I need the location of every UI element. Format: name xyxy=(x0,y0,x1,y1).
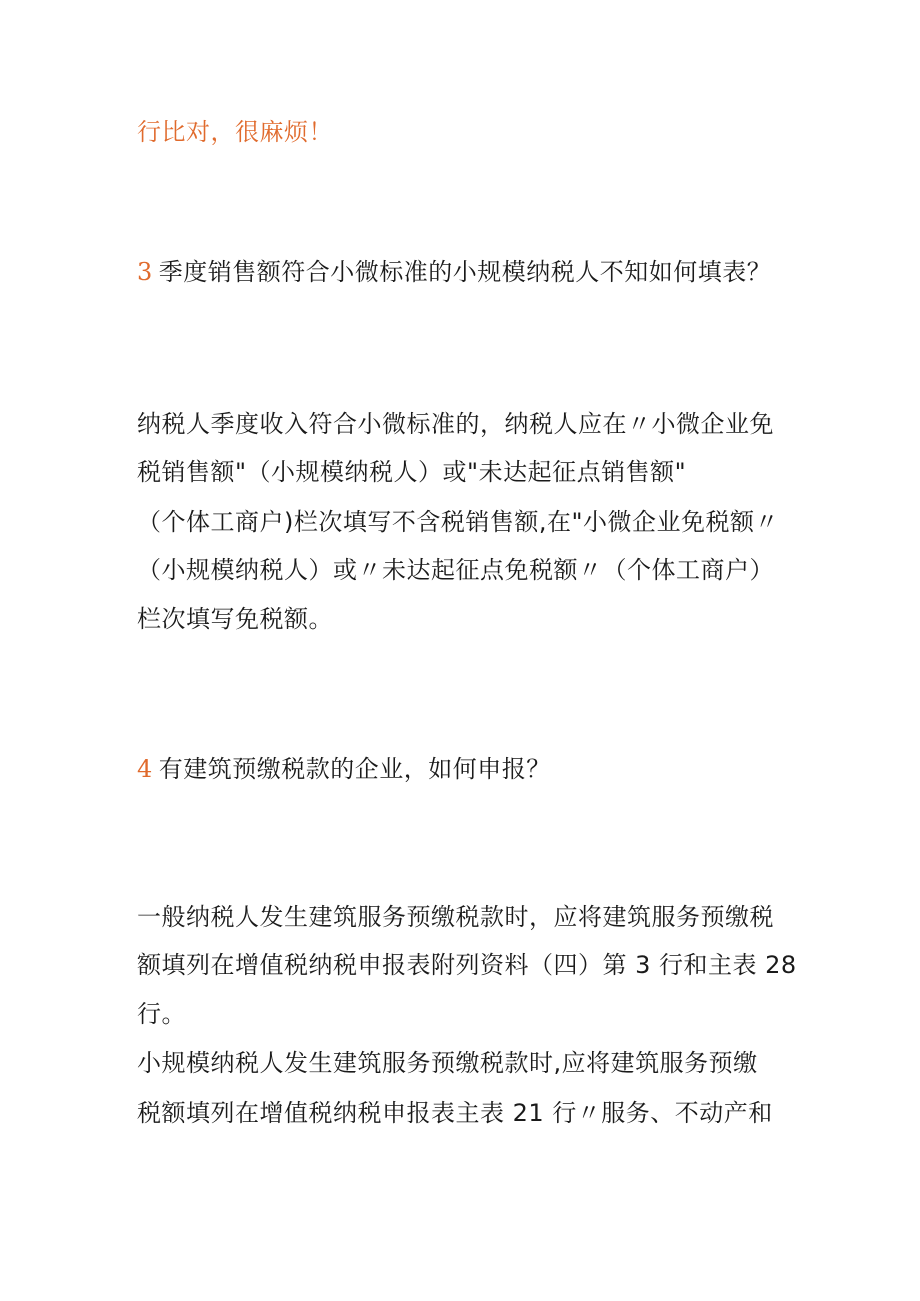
question-3-title: 季度销售额符合小微标准的小规模纳税人不知如何填表？ xyxy=(158,258,772,286)
answer-4-line-5: 税额填列在增值税纳税申报表主表 21 行〃服务、不动产和 xyxy=(137,1099,773,1127)
question-4-title: 有建筑预缴税款的企业，如何申报？ xyxy=(158,755,551,783)
answer-4-line-1: 一般纳税人发生建筑服务预缴税款时，应将建筑服务预缴税 xyxy=(137,903,774,931)
answer-3-line-1: 纳税人季度收入符合小微标准的，纳税人应在〃小微企业免 xyxy=(137,410,774,438)
question-3-heading xyxy=(137,255,771,289)
answer-3-line-3: （个体工商户)栏次填写不含税销售额,在"小微企业免税额〃 xyxy=(137,508,780,536)
intro-line: 行比对，很麻烦！ xyxy=(137,118,333,146)
answer-3-line-2: 税销售额"（小规模纳税人）或"未达起征点销售额" xyxy=(137,458,687,486)
question-4-number: 4 xyxy=(137,755,153,783)
answer-3-line-4: （小规模纳税人）或〃未达起征点免税额〃（个体工商户） xyxy=(137,556,774,584)
answer-4-line-3: 行。 xyxy=(137,1000,186,1028)
answer-4-line-2: 额填列在增值税纳税申报表附列资料（四）第 3 行和主表 28 xyxy=(137,951,797,979)
answer-3-line-5: 栏次填写免税额。 xyxy=(137,605,333,633)
answer-4-line-4: 小规模纳税人发生建筑服务预缴税款时,应将建筑服务预缴 xyxy=(137,1049,758,1077)
question-4-heading xyxy=(137,752,551,786)
question-3-number: 3 xyxy=(137,258,153,286)
